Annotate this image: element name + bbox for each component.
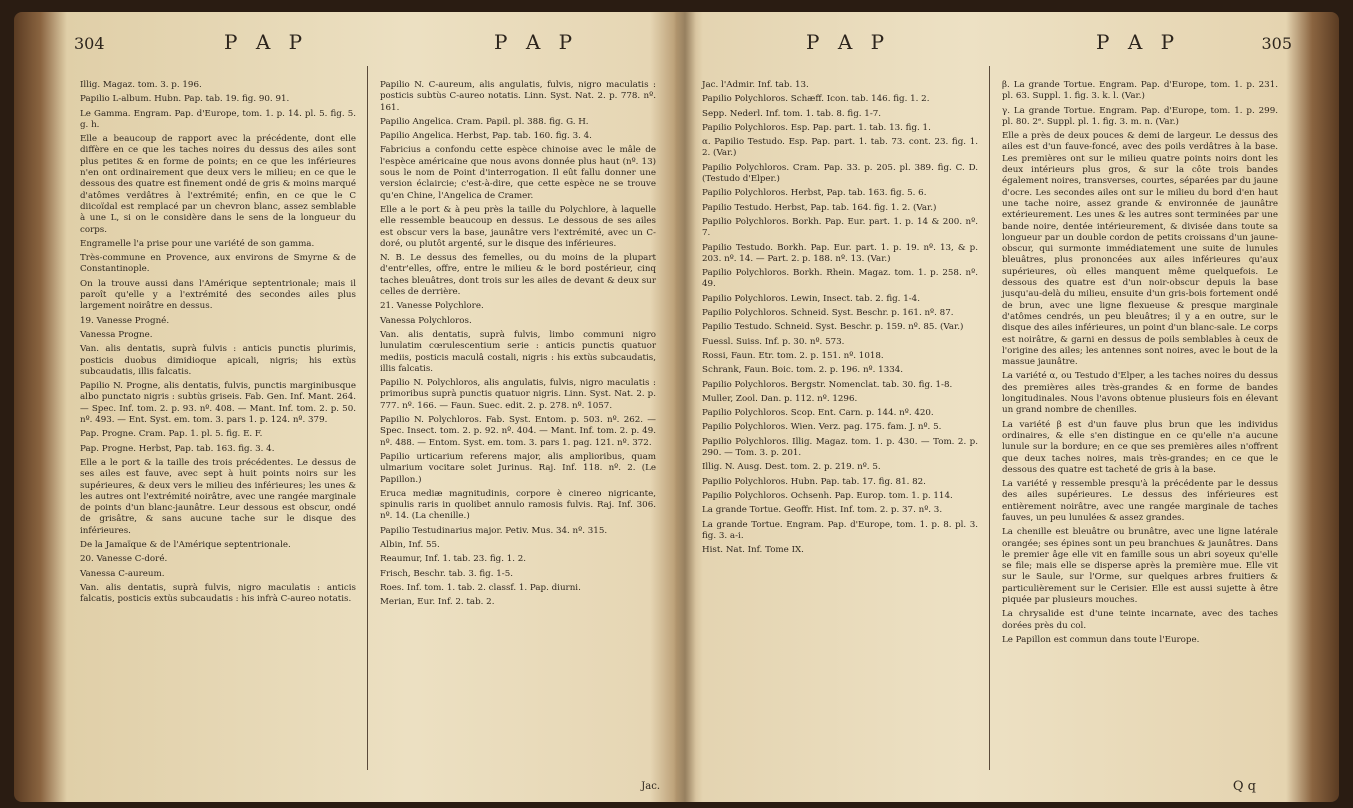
- catchword: Jac.: [641, 781, 660, 792]
- right-head-word-1: P A P: [806, 30, 891, 54]
- paragraph: Albin, Inf. 55.: [380, 539, 440, 550]
- paragraph: Hist. Nat. Inf. Tome IX.: [702, 545, 804, 556]
- paragraph: Papilio Polychloros. Scop. Ent. Carn. p. 144. nº. 420.: [702, 408, 934, 419]
- left-column-1: [80, 80, 356, 608]
- paragraph: Fuessl. Suiss. Inf. p. 30. nº. 573.: [702, 336, 845, 347]
- paragraph: 20. Vanesse C-doré.: [80, 554, 168, 565]
- left-head-word-1: P A P: [224, 30, 309, 54]
- paragraph: Elle a près de deux pouces & demi de largeur. Le dessus des ailes est d'un fauve-foncé, avec des poils verdâtres à la base. Les premières ont sur le milieu quatre points noirs dont les deux intérieurs plus gros, & sur la côte trois bandes également noires, transverses, courtes, séparées par du jaune d'ocre. Les secondes ailes ont sur le milieu du bord d'en haut une tache noire, assez grande & environnée de jaunâtre extérieurement. Les unes & les autres sont terminées par une bande noire, dentée intérieurement, & divisée dans toute sa longueur par un double cordon de petits croissans d'un jaune-obscur, qui surmonte immédiatement une suite de lunules bleuâtres, plus prononcées aux ailes inférieures qu'aux supérieures, où elles manquent même quelquefois. Le dessous des quatre est d'un noir-obscur depuis la base jusqu'au-delà du milieu, ensuite d'un gris-bois fortement ondé de brun, avec une ligne flexueuse & presque marginale d'atômes cendrés, un peu bleuâtres; il y a en outre, sur le disque des ailes inférieures, un point d'un blanc-sale. Le corps est noirâtre, & garni en dessus de poils semblables à ceux de l'origine des ailes; les antennes sont noires, avec le bout de la massue jaunâtre.: [1002, 131, 1278, 368]
- right-page: [696, 20, 1296, 800]
- paragraph: Papilio Polychloros. Cram. Pap. 33. p. 205. pl. 389. fig. C. D. (Testudo d'Elper.): [702, 162, 978, 185]
- paragraph: Frisch, Beschr. tab. 3. fig. 1-5.: [380, 568, 514, 579]
- right-head-word-2: P A P: [1096, 30, 1181, 54]
- paragraph: Jac. l'Admir. Inf. tab. 13.: [702, 80, 809, 90]
- paragraph: Papilio Polychloros. Lewin, Insect. tab. 2. fig. 1-4.: [702, 293, 920, 304]
- right-column-2: [1002, 80, 1278, 649]
- paragraph: Muller, Zool. Dan. p. 112. nº. 1296.: [702, 393, 858, 404]
- paragraph: Illig. N. Ausg. Dest. tom. 2. p. 219. nº. 5.: [702, 462, 881, 473]
- paragraph: La variété α, ou Testudo d'Elper, a les taches noires du dessus des premières ailes très-grandes & en forme de bandes longitudinales. Nous l'avons obtenue plusieurs fois en élevant un grand nombre de chenilles.: [1002, 371, 1278, 416]
- left-column-rule: [367, 66, 368, 770]
- paragraph: Van. alis dentatis, suprà fulvis : anticis punctis plurimis, posticis duobus dimidioque apicali, nigris; his extùs subcaudatis, illis falcatis.: [80, 344, 356, 377]
- paragraph: N. B. Le dessus des femelles, ou du moins de la plupart d'entr'elles, offre, entre le milieu & le bord postérieur, cinq taches bleuâtres, dont trois sur les ailes de devant & deux sur celles de derrière.: [380, 253, 656, 298]
- paragraph: Papilio N. Polychloros. Fab. Syst. Entom. p. 503. nº. 262. — Spec. Insect. tom. 2. p. 92. nº. 404. — Mant. Inf. tom. 2. p. 49. nº. 488. — Entom. Syst. em. tom. 3. pars 1. pag. 121. nº. 372.: [380, 415, 656, 448]
- paragraph: Papilio Testudo. Schneid. Syst. Beschr. p. 159. nº. 85. (Var.): [702, 322, 964, 333]
- paragraph: Papilio Polychloros. Wien. Verz. pag. 175. fam. J. nº. 5.: [702, 422, 942, 433]
- paragraph: Papilio N. Polychloros, alis angulatis, fulvis, nigro maculatis : primoribus suprà punctis quatuor nigris. Linn. Syst. Nat. 2. p. 777. nº. 166. — Faun. Suec. edit. 2. p. 278. nº. 1057.: [380, 378, 656, 411]
- paragraph: Papilio N. C-aureum, alis angulatis, fulvis, nigro maculatis : posticis subtùs C-aureo notatis. Linn. Syst. Nat. 2. p. 778. nº. 161.: [380, 80, 656, 113]
- paragraph: Engramelle l'a prise pour une variété de son gamma.: [80, 238, 315, 249]
- paragraph: Papilio L-album. Hubn. Pap. tab. 19. fig. 90. 91.: [80, 94, 290, 105]
- paragraph: Papilio Polychloros. Borkh. Pap. Eur. part. 1. p. 14 & 200. nº. 7.: [702, 216, 978, 239]
- paragraph: Elle a beaucoup de rapport avec la précédente, dont elle diffère en ce que les taches noires du dessus des ailes sont plus petites & en forme de points; en ce que les inférieures n'en ont ordinairement que deux vers le milieu; en ce que le dessous des quatre est finement ondé de gris & moins marqué d'atômes verdâtres à l'extrémité; enfin, en ce que le C diicoïdal est remplacé par un chevron blanc, assez semblable à une L, si on le considère dans le sens de la longueur du corps.: [80, 134, 356, 235]
- paragraph: Sepp. Nederl. Inf. tom. 1. tab. 8. fig. 1-7.: [702, 108, 882, 119]
- paragraph: On la trouve aussi dans l'Amérique septentrionale; mais il paroît qu'elle y a l'extrémité des secondes ailes plus largement noirâtre en dessus.: [80, 278, 356, 312]
- paragraph: Illig. Magaz. tom. 3. p. 196.: [80, 80, 202, 90]
- paragraph: Van. alis dentatis, suprà fulvis, limbo communi nigro lunulatim cœrulescentium serie : anticis punctis quatuor mediis, posticis maculâ costali, nigris : his extùs subcaudatis, illis falcatis.: [380, 329, 656, 374]
- right-running-head: [696, 28, 1296, 58]
- paragraph: La variété γ ressemble presqu'à la précédente par le dessus des ailes supérieures. Le dessus des inférieures est entièrement noirâtre, avec une rangée marginale de taches fauves, un peu lunulées & assez grandes.: [1002, 479, 1278, 523]
- paragraph: γ. La grande Tortue. Engram. Pap. d'Europe, tom. 1. p. 299. pl. 80. 2ᵉ. Suppl. pl. 1. fig. 3. m. n. (Var.): [1002, 105, 1278, 127]
- paragraph: Papilio Polychloros. Schneid. Syst. Beschr. p. 161. nº. 87.: [702, 308, 954, 319]
- left-column-2: [380, 80, 656, 611]
- paragraph: Papilio N. Progne, alis dentatis, fulvis, punctis marginibusque albo punctato nigris : subtùs griseis. Fab. Gen. Inf. Mant. 264. — Spec. Inf. tom. 2. p. 93. nº. 408. — Mant. Inf. tom. 2. p. 50. nº. 493. — Ent. Syst. em. tom. 3. pars 1. p. 124. nº. 379.: [80, 381, 356, 426]
- paragraph: Rossi, Faun. Etr. tom. 2. p. 151. nº. 1018.: [702, 350, 884, 361]
- paragraph: 21. Vanesse Polychlore.: [380, 301, 484, 312]
- paragraph: 19. Vanesse Progné.: [80, 315, 170, 326]
- paragraph: Papilio Polychloros. Borkh. Rhein. Magaz. tom. 1. p. 258. nº. 49.: [702, 268, 978, 290]
- paragraph: La chrysalide est d'une teinte incarnate, avec des taches dorées près du col.: [1002, 609, 1278, 631]
- left-page: [74, 20, 674, 800]
- paragraph: α. Papilio Testudo. Esp. Pap. part. 1. tab. 73. cont. 23. fig. 1. 2. (Var.): [702, 137, 978, 159]
- paragraph: Elle a le port & à peu près la taille du Polychlore, à laquelle elle ressemble beaucoup en dessus. Le dessous de ses ailes est obscur vers la base, jaunâtre vers l'extrémité, avec un C-doré, ou plutôt argenté, sur le disque des inférieures.: [380, 204, 656, 249]
- paragraph: La chenille est bleuâtre ou brunâtre, avec une ligne latérale orangée; ses épines sont un peu branchues & jaunâtres. Dans le premier âge elle vit en famille sous un abri soyeux qu'elle se file; mais elle se disperse après la première mue. Elle vit sur le Saule, sur l'Orme, sur quelques arbres fruitiers & particulièrement sur le Cerisier. Elle est aussi sujette à être piquée par plusieurs mouches.: [1002, 527, 1278, 606]
- paragraph: Vanessa Polychloros.: [380, 315, 472, 326]
- paragraph: Le Gamma. Engram. Pap. d'Europe, tom. 1. p. 14. pl. 5. fig. 5. g. h.: [80, 108, 356, 130]
- paragraph: Fabricius a confondu cette espèce chinoise avec le mâle de l'espèce américaine que nous avons donnée plus haut (nº. 13) sous le nom de Point d'interrogation. Il eût fallu donner une version éclaircie; c'est-à-dire, que cette espèce ne se trouve qu'en Chine, l'Angelica de Cramer.: [380, 145, 656, 201]
- paragraph: Papilio Testudinarius major. Petiv. Mus. 34. nº. 315.: [380, 525, 608, 536]
- paragraph: Papilio Polychloros. Esp. Pap. part. 1. tab. 13. fig. 1.: [702, 122, 931, 133]
- book-spine: [674, 12, 696, 802]
- paragraph: Eruca mediæ magnitudinis, corpore è cinereo nigricante, spinulis raris in quolibet annulo ramosis fulvis. Raj. Inf. 306. nº. 14. (La chenille.): [380, 488, 656, 522]
- paragraph: Vanessa C-aureum.: [80, 568, 165, 579]
- signature-mark: Q q: [1232, 779, 1256, 794]
- paragraph: Papilio Testudo. Borkh. Pap. Eur. part. 1. p. 19. nº. 13, & p. 203. nº. 14. — Part. 2. p. 188. nº. 13. (Var.): [702, 242, 978, 264]
- right-page-number: 305: [1261, 34, 1292, 53]
- paragraph: Papilio Polychloros. Ochsenh. Pap. Europ. tom. 1. p. 114.: [702, 490, 953, 501]
- paragraph: Papilio Polychloros. Hubn. Pap. tab. 17. fig. 81. 82.: [702, 476, 926, 487]
- paragraph: Papilio Polychloros. Herbst, Pap. tab. 163. fig. 5. 6.: [702, 188, 927, 199]
- paragraph: Van. alis dentatis, suprà fulvis, nigro maculatis : anticis falcatis, posticis extùs subcaudatis : his infrà C-aureo notatis.: [80, 582, 356, 605]
- paragraph: Pap. Progne. Herbst, Pap. tab. 163. fig. 3. 4.: [80, 443, 275, 454]
- right-column-rule: [989, 66, 990, 770]
- paragraph: Très-commune en Provence, aux environs de Smyrne & de Constantinople.: [80, 253, 356, 275]
- paragraph: Papilio Polychloros. Bergstr. Nomenclat. tab. 30. fig. 1-8.: [702, 379, 953, 390]
- paragraph: Papilio Polychloros. Illig. Magaz. tom. 1. p. 430. — Tom. 2. p. 290. — Tom. 3. p. 201.: [702, 436, 978, 459]
- paragraph: Papilio Polychloros. Schæff. Icon. tab. 146. fig. 1. 2.: [702, 94, 930, 105]
- paragraph: Elle a le port & la taille des trois précédentes. Le dessus de ses ailes est fauve, avec sept à huit points noirs sur les supérieures, & deux vers le milieu des inférieures; les unes & les autres ont l'extrémité noirâtre, avec une rangée marginale de points d'un blanc-jaunâtre. Leur dessous est obscur, ondé de grisâtre, & sans aucune tache sur le disque des inférieures.: [80, 457, 356, 536]
- paragraph: Merian, Eur. Inf. 2. tab. 2.: [380, 597, 495, 608]
- paragraph: Papilio Angelica. Herbst, Pap. tab. 160. fig. 3. 4.: [380, 131, 592, 142]
- paragraph: Schrank, Faun. Boic. tom. 2. p. 196. nº. 1334.: [702, 365, 904, 376]
- left-running-head: [74, 28, 674, 58]
- paragraph: Le Papillon est commun dans toute l'Europe.: [1002, 634, 1200, 645]
- paragraph: Reaumur, Inf. 1. tab. 23. fig. 1. 2.: [380, 554, 527, 565]
- left-head-word-2: P A P: [494, 30, 579, 54]
- paragraph: La variété β est d'un fauve plus brun que les individus ordinaires, & elle s'en distingue en ce qu'elle n'a aucune lunule sur la bordure; en ce que ses premières ailes n'offrent que deux taches noires, mais très-grandes; en ce que le dessous des quatre est tacheté de gris à la base.: [1002, 419, 1278, 475]
- paragraph: La grande Tortue. Engram. Pap. d'Europe, tom. 1. p. 8. pl. 3. fig. 3. a-i.: [702, 519, 978, 541]
- open-book: [14, 12, 1339, 802]
- paragraph: β. La grande Tortue. Engram. Pap. d'Europe, tom. 1. p. 231. pl. 63. Suppl. 1. fig. 3. k. l. (Var.): [1002, 80, 1278, 102]
- paragraph: Vanessa Progne.: [80, 329, 153, 340]
- paragraph: Pap. Progne. Cram. Pap. 1. pl. 5. fig. E. F.: [80, 429, 263, 440]
- paragraph: Papilio urticarium referens major, alis amplioribus, quam ulmarium vocitare solet Jurinus. Raj. Inf. 118. nº. 2. (Le Papillon.): [380, 451, 656, 485]
- paragraph: Papilio Testudo. Herbst, Pap. tab. 164. fig. 1. 2. (Var.): [702, 202, 937, 213]
- paragraph: La grande Tortue. Geoffr. Hist. Inf. tom. 2. p. 37. nº. 3.: [702, 505, 943, 516]
- paragraph: De la Jamaïque & de l'Amérique septentrionale.: [80, 539, 291, 550]
- right-column-1: [702, 80, 978, 559]
- paragraph: Roes. Inf. tom. 1. tab. 2. classf. 1. Pap. diurni.: [380, 582, 581, 593]
- left-page-number: 304: [74, 34, 105, 53]
- paragraph: Papilio Angelica. Cram. Papil. pl. 388. fig. G. H.: [380, 116, 589, 127]
